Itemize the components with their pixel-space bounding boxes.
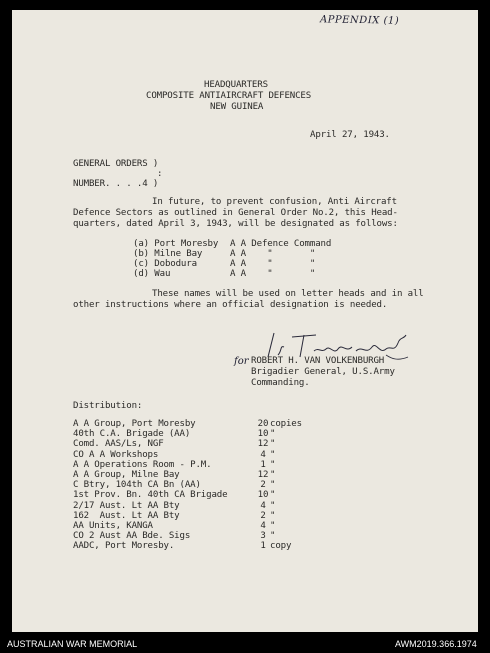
signatory-rank: Brigadier General, U.S.Army: [251, 367, 395, 377]
header-line-1: HEADQUARTERS: [204, 80, 268, 90]
appendix-annotation: APPENDIX (1): [319, 14, 400, 27]
distribution-copy-count: 12: [257, 470, 269, 480]
distribution-row: [73, 512, 373, 521]
sector-designation-d: A A " ": [230, 269, 316, 279]
distribution-copy-unit: ": [270, 490, 276, 501]
distribution-copy-unit: ": [270, 429, 276, 440]
distribution-recipient: AADC, Port Moresby.: [73, 541, 175, 552]
distribution-copy-count: 10: [257, 429, 269, 440]
sector-label-a: (a) Port Moresby: [133, 239, 219, 249]
distribution-row: [73, 542, 373, 551]
distribution-recipient: 162 Aust. Lt AA Bty: [73, 510, 180, 521]
distribution-copy-unit: ": [270, 510, 276, 521]
distribution-copy-unit: ": [270, 531, 276, 542]
distribution-copy-count: 1: [260, 459, 266, 470]
distribution-recipient: 2/17 Aust. Lt AA Bty: [73, 500, 180, 511]
sector-label-c: (c) Dobodura: [133, 259, 197, 269]
distribution-row: [73, 440, 373, 449]
sector-label-d: (d) Wau: [133, 269, 171, 279]
distribution-recipient: CO A A Workshops: [73, 449, 159, 460]
distribution-recipient: A A Group, Port Moresby: [73, 419, 196, 429]
distribution-copy-unit: ": [270, 449, 276, 460]
distribution-recipient: A A Operations Room - P.M.: [73, 459, 212, 470]
footer-accession-number: AWM2019.366.1974: [395, 639, 477, 649]
distribution-copy-unit: copy: [270, 541, 292, 552]
distribution-copy-count: 2: [260, 510, 266, 521]
distribution-recipient: AA Units, KANGA: [73, 521, 153, 531]
sector-label-b: (b) Milne Bay: [133, 249, 203, 259]
distribution-copy-unit: ": [270, 439, 276, 450]
distribution-copy-count: 2: [260, 480, 266, 491]
distribution-row: [73, 532, 373, 541]
distribution-copy-count: 4: [260, 521, 266, 531]
paragraph-2-line-1: These names will be used on letter heads and in all: [152, 289, 424, 299]
distribution-title: Distribution:: [73, 401, 143, 411]
distribution-copy-unit: copies: [270, 419, 302, 429]
distribution-copy-unit: ": [270, 480, 276, 491]
signature-prefix: for: [234, 356, 249, 367]
sector-designation-b: A A " ": [230, 249, 316, 259]
footer-institution: AUSTRALIAN WAR MEMORIAL: [7, 639, 138, 649]
distribution-copy-count: 20: [257, 419, 269, 429]
signatory-role: Commanding.: [251, 378, 310, 388]
distribution-row: [73, 471, 373, 480]
distribution-recipient: CO 2 Aust AA Bde. Sigs: [73, 531, 191, 542]
distribution-copy-unit: ": [270, 521, 276, 531]
sector-designation-c: A A " ": [230, 259, 316, 269]
distribution-copy-count: 10: [257, 490, 269, 501]
distribution-recipient: Comd. AAS/Ls, NGF: [73, 439, 164, 450]
distribution-copy-unit: ": [270, 470, 276, 480]
orders-brace: :: [157, 169, 163, 179]
distribution-row: [73, 451, 373, 460]
document-date: April 27, 1943.: [310, 130, 390, 140]
distribution-copy-count: 4: [260, 449, 266, 460]
distribution-copy-count: 4: [260, 500, 266, 511]
paragraph-2-line-2: other instructions where an official designation is needed.: [73, 300, 388, 310]
distribution-recipient: 1st Prov. Bn. 40th CA Brigade: [73, 490, 228, 501]
distribution-copy-count: 3: [260, 531, 266, 542]
distribution-copy-count: 1: [260, 541, 266, 552]
paragraph-1-line-2: Defence Sectors as outlined in General Order No.2, this Head-: [73, 208, 398, 218]
distribution-row: [73, 522, 373, 531]
distribution-row: [73, 430, 373, 439]
distribution-recipient: C Btry, 104th CA Bn (AA): [73, 480, 201, 491]
sector-designation-a: A A Defence Command: [230, 239, 332, 249]
distribution-row: [73, 461, 373, 470]
distribution-row: [73, 420, 373, 429]
distribution-row: [73, 481, 373, 490]
distribution-copy-count: 12: [257, 439, 269, 450]
header-line-2: COMPOSITE ANTIAIRCRAFT DEFENCES: [146, 91, 312, 101]
general-orders-label: GENERAL ORDERS ): [73, 159, 159, 169]
header-line-3: NEW GUINEA: [210, 102, 264, 112]
paragraph-1-line-1: In future, to prevent confusion, Anti Aircraft: [152, 197, 397, 207]
distribution-recipient: A A Group, Milne Bay: [73, 470, 180, 480]
paragraph-1-line-3: quarters, dated April 3, 1943, will be designated as follows:: [73, 219, 398, 229]
signatory-name: ROBERT H. VAN VOLKENBURGH: [251, 356, 385, 366]
distribution-copy-unit: ": [270, 459, 276, 470]
distribution-copy-unit: ": [270, 500, 276, 511]
distribution-row: [73, 502, 373, 511]
distribution-recipient: 40th C.A. Brigade (AA): [73, 429, 191, 440]
distribution-row: [73, 491, 373, 500]
order-number: NUMBER. . . .4 ): [73, 179, 159, 189]
